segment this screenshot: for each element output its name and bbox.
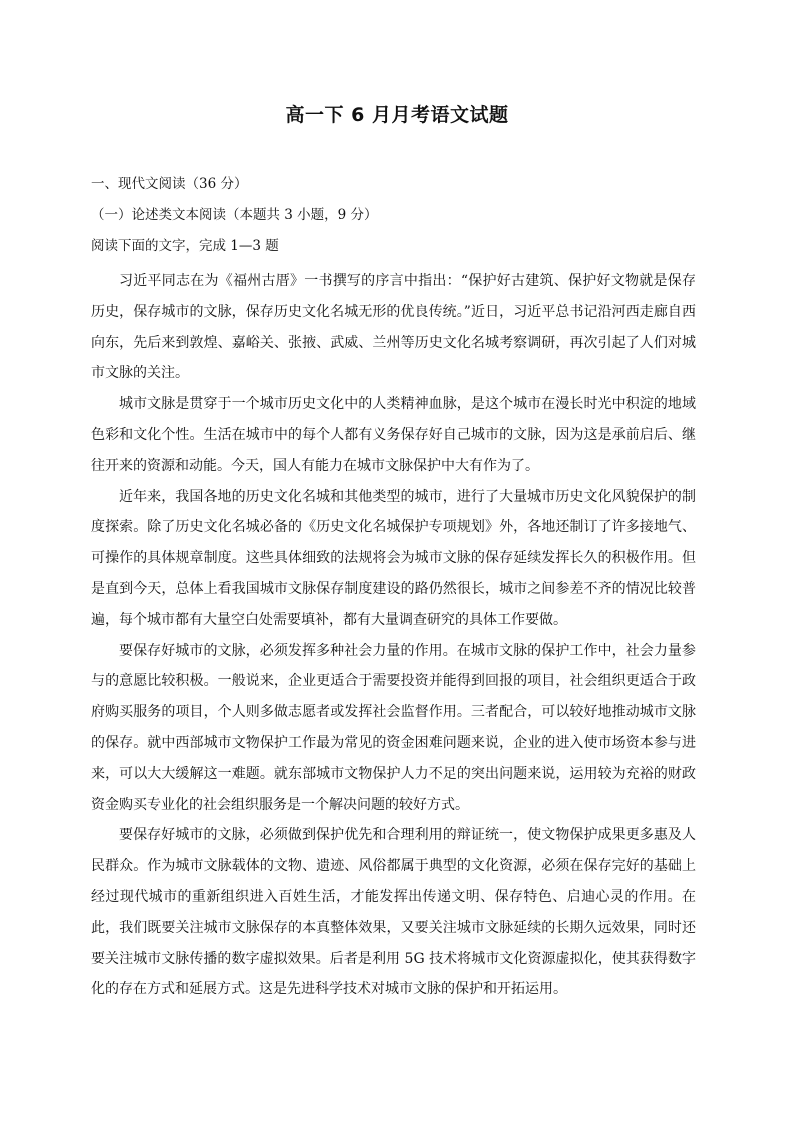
article-paragraph: 要保存好城市的文脉，必须发挥多种社会力量的作用。在城市文脉的保护工作中，社会力量参与的意愿比较积极。一般说来，企业更适合于需要投资并能得到回报的项目，社会组织更适合于政府购买服务的项目，个人则多做志愿者或发挥社会监督作用。三者配合，可以较好地推动城市文脉的保存。就中西部城市文物保护工作最为常见的资金困难问题来说，企业的进入使市场资本参与进来，可以大大缓解这一难题。就东部城市文物保护人力不足的突出问题来说，运用较为充裕的财政资金购买专业化的社会组织服务是一个解决问题的较好方式。 xyxy=(91,642,696,813)
subsection-heading: （一）论述类文本阅读（本题共 3 小题，9 分） xyxy=(91,207,378,223)
article-paragraph: 近年来，我国各地的历史文化名城和其他类型的城市，进行了大量城市历史文化风貌保护的制度探索。除了历史文化名城必备的《历史文化名城保护专项规划》外，各地还制订了许多接地气、可操作的具体规章制度。这些具体细致的法规将会为城市文脉的保存延续发挥长久的积极作用。但是直到今天，总体上看我国城市文脉保存制度建设的路仍然很长，城市之间参差不齐的情况比较普遍，每个城市都有大量空白处需要填补，都有大量调查研究的具体工作要做。 xyxy=(91,488,696,628)
reading-instruction: 阅读下面的文字，完成 1—3 题 xyxy=(91,238,279,254)
article-paragraph: 习近平同志在为《福州古厝》一书撰写的序言中指出：“保护好古建筑、保护好文物就是保存历史，保存城市的文脉，保存历史文化名城无形的优良传统。”近日，习近平总书记沿河西走廊自西向东，先后来到敦煌、嘉峪关、张掖、武威、兰州等历史文化名城考察调研，再次引起了人们对城市文脉的关注。 xyxy=(91,273,696,382)
article-paragraph: 要保存好城市的文脉，必须做到保护优先和合理利用的辩证统一，使文物保护成果更多惠及人民群众。作为城市文脉载体的文物、遗迹、风俗都属于典型的文化资源，必须在保存完好的基础上经过现代城市的重新组织进入百姓生活，才能发挥出传递文明、保存特色、启迪心灵的作用。在此，我们既要关注城市文脉保存的本真整体效果，又要关注城市文脉延续的长期久远效果，同时还要关注城市文脉传播的数字虚拟效果。后者是利用 5G 技术将城市文化资源虚拟化，使其获得数字化的存在方式和延展方式。这是先进科学技术对城市文脉的保护和开拓运用。 xyxy=(91,827,696,998)
section-heading: 一、现代文阅读（36 分） xyxy=(91,176,248,192)
article-paragraph: 城市文脉是贯穿于一个城市历史文化中的人类精神血脉，是这个城市在漫长时光中积淀的地域色彩和文化个性。生活在城市中的每个人都有义务保存好自己城市的文脉，因为这是承前启后、继往开来的资源和动能。今天，国人有能力在城市文脉保护中大有作为了。 xyxy=(91,396,696,474)
article-body xyxy=(91,266,696,1005)
page-title: 高一下 6 月月考语文试题 xyxy=(285,104,509,126)
